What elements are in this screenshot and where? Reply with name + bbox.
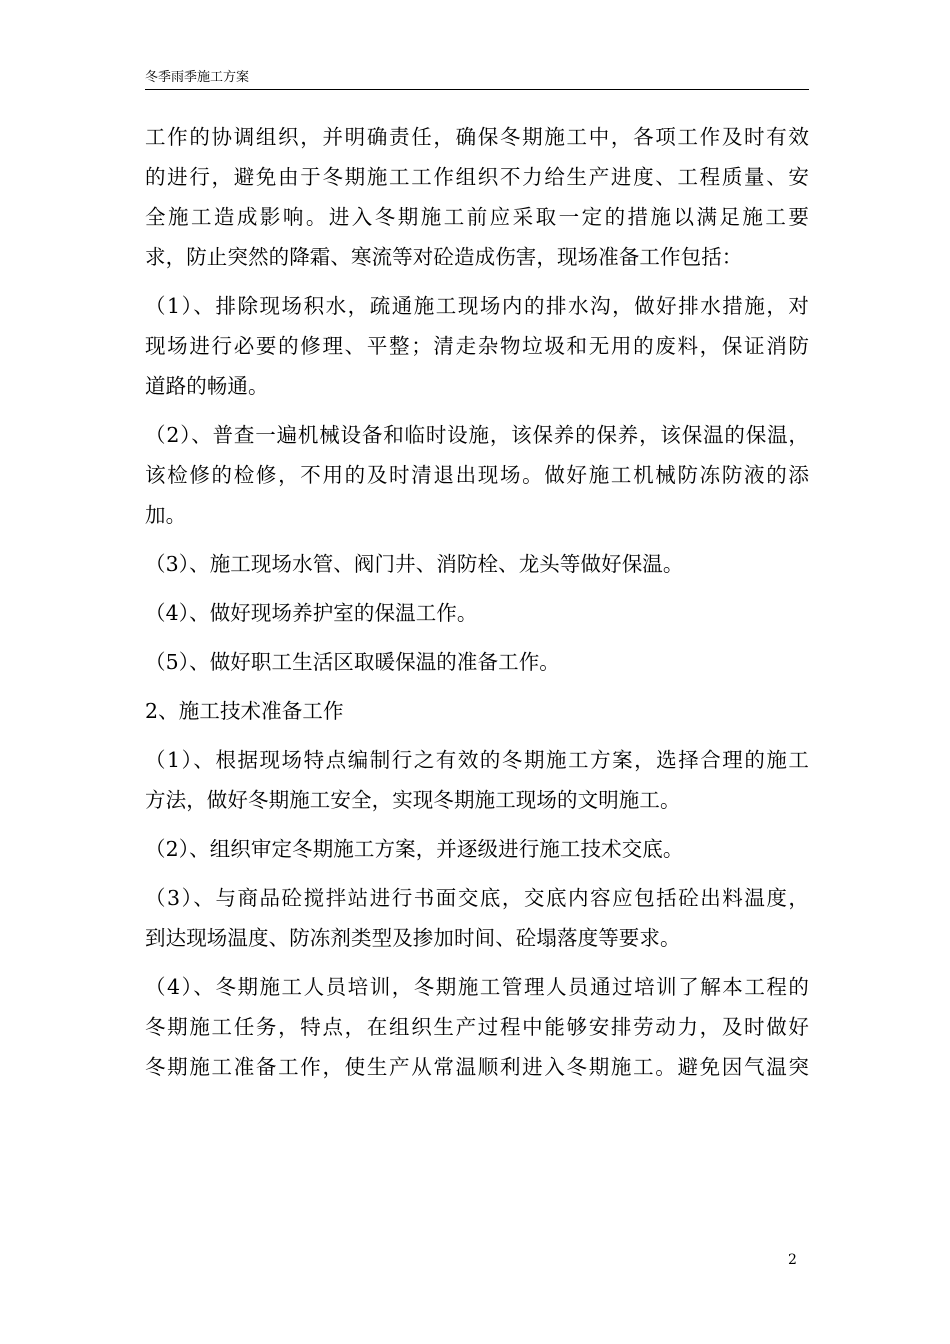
text-line: 工作的协调组织，并明确责任，确保冬期施工中，各项工作及时有效: [145, 125, 809, 149]
paragraph-item-3-pipes: [145, 544, 809, 584]
paragraph-item-4-curing-room: [145, 593, 809, 633]
text-line: （3）、施工现场水管、阀门井、消防栓、龙头等做好保温。: [145, 552, 684, 576]
text-line: 该检修的检修，不用的及时清退出现场。做好施工机械防冻防液的添: [145, 463, 809, 487]
paragraph-tech-item-1-plan: [145, 740, 809, 820]
text-line: （4）、做好现场养护室的保温工作。: [145, 601, 478, 625]
text-line: （1）、排除现场积水，疏通施工现场内的排水沟，做好排水措施，对: [145, 294, 809, 318]
paragraph-work-organization: [145, 117, 809, 277]
text-line: 到达现场温度、防冻剂类型及掺加时间、砼塌落度等要求。: [145, 926, 681, 950]
paragraph-tech-item-3-concrete: [145, 878, 809, 958]
text-line: （2）、组织审定冬期施工方案，并逐级进行施工技术交底。: [145, 837, 684, 861]
text-line: 全施工造成影响。进入冬期施工前应采取一定的措施以满足施工要: [145, 205, 809, 229]
paragraph-tech-item-2-review: [145, 829, 809, 869]
text-line: （3）、与商品砼搅拌站进行书面交底，交底内容应包括砼出料温度，: [145, 886, 809, 910]
text-line: （2）、普查一遍机械设备和临时设施，该保养的保养，该保温的保温，: [145, 423, 809, 447]
text-line: 2、施工技术准备工作: [145, 699, 344, 723]
text-line: 冬期施工准备工作，使生产从常温顺利进入冬期施工。避免因气温突: [145, 1055, 809, 1079]
section-heading-technical-preparation: [145, 691, 809, 731]
paragraph-tech-item-4-training: [145, 967, 809, 1087]
page-header: [145, 68, 809, 90]
text-line: （1）、根据现场特点编制行之有效的冬期施工方案，选择合理的施工: [145, 748, 809, 772]
text-line: 求，防止突然的降霜、寒流等对砼造成伤害，现场准备工作包括：: [145, 245, 743, 269]
text-line: 道路的畅通。: [145, 374, 269, 398]
text-line: （5）、做好职工生活区取暖保温的准备工作。: [145, 650, 560, 674]
text-line: 方法，做好冬期施工安全，实现冬期施工现场的文明施工。: [145, 788, 681, 812]
page-number: 2: [788, 1252, 797, 1268]
paragraph-item-2-equipment: [145, 415, 809, 535]
text-line: （4）、冬期施工人员培训，冬期施工管理人员通过培训了解本工程的: [145, 975, 809, 999]
text-line: 加。: [145, 503, 187, 527]
text-line: 现场进行必要的修理、平整；清走杂物垃圾和无用的废料，保证消防: [145, 334, 809, 358]
paragraph-item-1-drainage: [145, 286, 809, 406]
document-body: [145, 117, 809, 1087]
text-line: 的进行，避免由于冬期施工工作组织不力给生产进度、工程质量、安: [145, 165, 809, 189]
document-title: 冬季雨季施工方案: [145, 70, 250, 85]
paragraph-item-5-living-area: [145, 642, 809, 682]
text-line: 冬期施工任务，特点，在组织生产过程中能够安排劳动力，及时做好: [145, 1015, 809, 1039]
